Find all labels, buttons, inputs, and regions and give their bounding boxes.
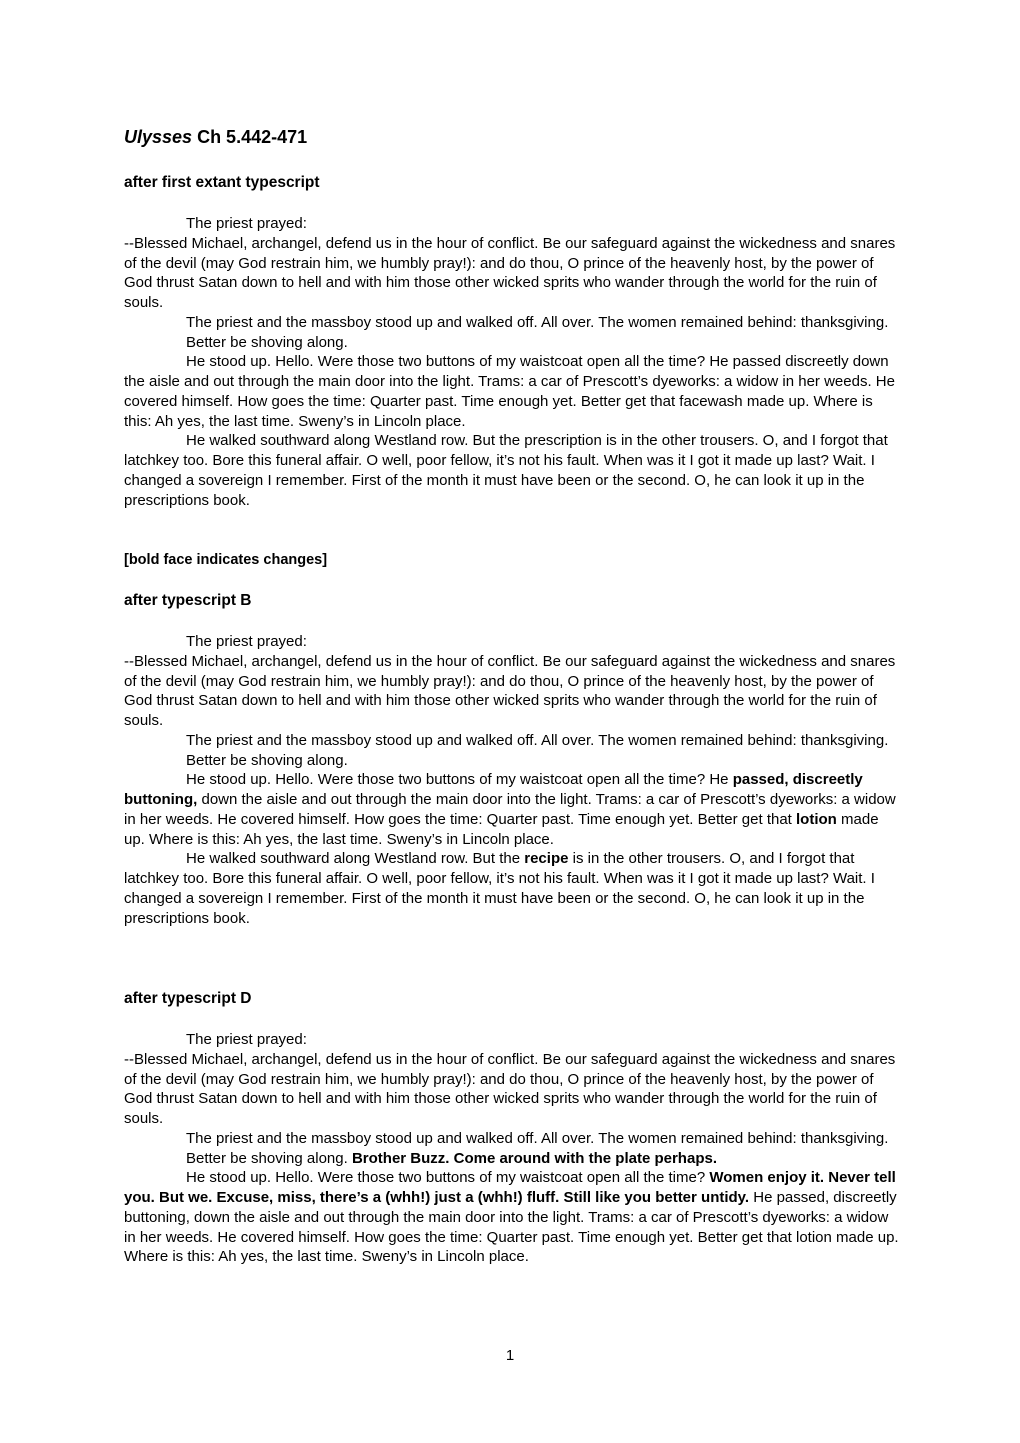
paragraph <box>124 1050 900 1129</box>
text-run: He stood up. Hello. Were those two buttons of my waistcoat open all the time? He passed discreetly down the aisle and out through the main door into the light. Trams: a car of Prescott’s dyeworks: a widow in her weeds. He covered himself. How goes the time: Quarter past. Time enough yet. Better get that facewash made up. Where is this: Ah yes, the last time. Sweny’s in Lincoln place. <box>124 353 895 430</box>
text-run: --Blessed Michael, archangel, defend us in the hour of conflict. Be our safeguard against the wickedness and snares of the devil (may God restrain him, we humbly pray!): and do thou, O prince of the heavenly host, by the power of God thrust Satan down to hell and with him those other wicked sprits who wander through the world for the ruin of souls. <box>124 1050 896 1127</box>
text-run: --Blessed Michael, archangel, defend us in the hour of conflict. Be our safeguard against the wickedness and snares of the devil (may God restrain him, we humbly pray!): and do thou, O prince of the heavenly host, by the power of God thrust Satan down to hell and with him those other wicked sprits who wander through the world for the ruin of souls. <box>124 652 896 729</box>
text-run: He stood up. Hello. Were those two buttons of my waistcoat open all the time? <box>186 1169 710 1187</box>
changed-text: Women enjoy it. Never tell you. But we. Excuse, miss, there’s a (whh!) just a (whh!) fluff. Still like you better untidy. <box>124 1169 896 1206</box>
paragraph <box>124 1168 900 1267</box>
text-run: He passed, discreetly buttoning, down the aisle and out through the main door into the light. Trams: a car of Prescott’s dyeworks: a widow in her weeds. He covered himself. How goes the time: Quarter past. Time enough yet. Better get that lotion made up. Where is this: Ah yes, the last time. Sweny’s in Lincoln place. <box>124 1189 899 1266</box>
paragraph <box>124 1149 900 1169</box>
section-body <box>124 214 900 510</box>
changed-text: passed, discreetly buttoning, <box>124 771 863 808</box>
text-run: down the aisle and out through the main door into the light. Trams: a car of Prescott’s dyeworks: a widow in her weeds. He covered himself. How goes the time: Quarter past. Time enough yet. Better get that <box>124 791 896 828</box>
paragraph <box>124 652 900 731</box>
text-run: The priest prayed: <box>186 1031 307 1048</box>
section-heading: after typescript B <box>124 592 252 609</box>
paragraph <box>124 352 900 431</box>
paragraph <box>124 234 900 313</box>
section-heading: after typescript D <box>124 990 252 1007</box>
text-run: --Blessed Michael, archangel, defend us in the hour of conflict. Be our safeguard against the wickedness and snares of the devil (may God restrain him, we humbly pray!): and do thou, O prince of the heavenly host, by the power of God thrust Satan down to hell and with him those other wicked sprits who wander through the world for the ruin of souls. <box>124 234 896 311</box>
text-run: He walked southward along Westland row. But the prescription is in the other trousers. O, and I forgot that latchkey too. Bore this funeral affair. O well, poor fellow, it’s not his fault. When was it I got it made up last? Wait. I changed a sovereign I remember. First of the month it must have been or the second. O, he can look it up in the prescriptions book. <box>124 432 888 509</box>
section-body <box>124 632 900 928</box>
text-run: The priest and the massboy stood up and walked off. All over. The women remained behind: thanksgiving. <box>186 313 889 331</box>
paragraph <box>124 731 900 751</box>
title-rest: Ch 5.442-471 <box>192 127 308 147</box>
paragraph <box>124 431 900 510</box>
text-run: Better be shoving along. <box>186 751 348 769</box>
text-run: Better be shoving along. <box>186 1149 352 1167</box>
section-heading: after first extant typescript <box>124 174 320 191</box>
paragraph <box>124 751 900 771</box>
page-number: 1 <box>505 1347 515 1364</box>
section-body <box>124 1030 900 1267</box>
paragraph <box>124 1030 900 1050</box>
paragraph <box>124 1129 900 1149</box>
paragraph <box>124 333 900 353</box>
text-run: The priest prayed: <box>186 215 307 232</box>
changed-text: lotion <box>796 810 837 828</box>
text-run: is in the other trousers. O, and I forgot that latchkey too. Bore this funeral affair. O well, poor fellow, it’s not his fault. When was it I got it made up last? Wait. I changed a sovereign I remember. First of the month it must have been or the second. O, he can look it up in the prescriptions book. <box>124 850 875 927</box>
text-run: made up. Where is this: Ah yes, the last time. Sweny’s in Lincoln place. <box>124 810 879 848</box>
paragraph <box>124 632 900 652</box>
paragraph <box>124 313 900 333</box>
bold-note: [bold face indicates changes] <box>124 552 328 568</box>
text-run: He walked southward along Westland row. But the <box>186 850 525 868</box>
document-title <box>124 126 307 148</box>
text-run: Better be shoving along. <box>186 333 348 351</box>
paragraph <box>124 770 900 849</box>
text-run: The priest and the massboy stood up and walked off. All over. The women remained behind: thanksgiving. <box>186 1129 889 1147</box>
text-run: He stood up. Hello. Were those two buttons of my waistcoat open all the time? He <box>186 771 733 789</box>
changed-text: recipe <box>524 850 569 868</box>
changed-text: Brother Buzz. Come around with the plate perhaps. <box>351 1149 717 1167</box>
paragraph <box>124 214 900 234</box>
title-italic: Ulysses <box>124 127 193 147</box>
text-run: The priest prayed: <box>186 633 307 650</box>
text-run: The priest and the massboy stood up and walked off. All over. The women remained behind: thanksgiving. <box>186 731 889 749</box>
paragraph <box>124 849 900 928</box>
